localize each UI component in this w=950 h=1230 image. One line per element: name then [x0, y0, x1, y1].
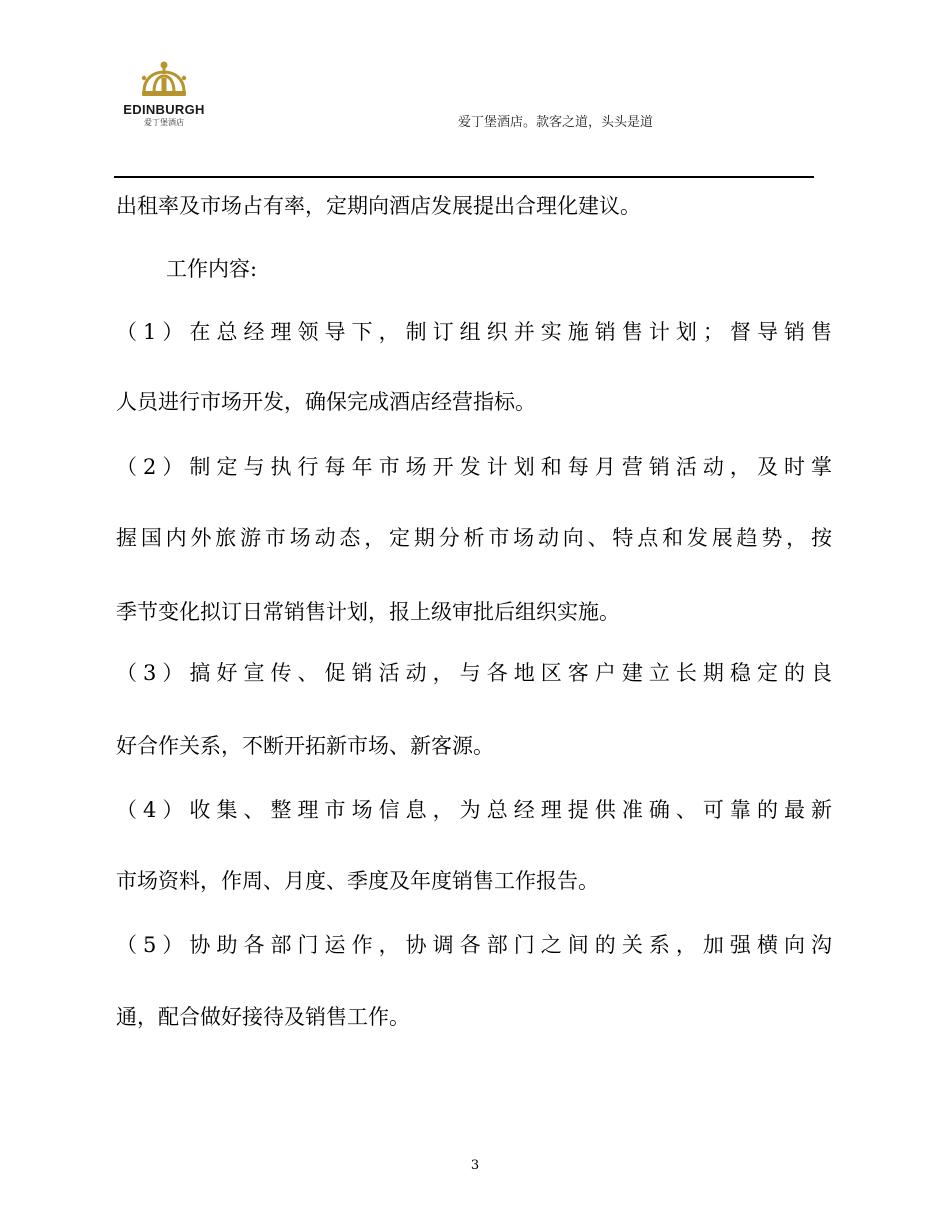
body-line-item-2c: 季节变化拟订日常销售计划，报上级审批后组织实施。 [116, 600, 620, 624]
body-line-item-5a: （5）协助各部门运作，协调各部门之间的关系，加强横向沟 [116, 933, 832, 957]
hotel-logo [114, 58, 214, 130]
header-slogan: 爱丁堡酒店。款客之道，头头是道 [458, 115, 654, 130]
logo-name: EDINBURGH [123, 102, 205, 117]
header-divider [114, 176, 814, 178]
page-number: 3 [470, 1158, 480, 1173]
body-line-item-4b: 市场资料，作周、月度、季度及年度销售工作报告。 [116, 869, 599, 893]
body-heading-work-content: 工作内容: [166, 257, 258, 281]
body-line-item-2a: （2）制定与执行每年市场开发计划和每月营销活动，及时掌 [116, 455, 832, 479]
body-line-1: 出租率及市场占有率，定期向酒店发展提出合理化建议。 [116, 194, 641, 218]
body-line-item-3a: （3）搞好宣传、促销活动，与各地区客户建立长期稳定的良 [116, 661, 832, 685]
body-line-item-1b: 人员进行市场开发，确保完成酒店经营指标。 [116, 390, 536, 414]
body-line-item-3b: 好合作关系，不断开拓新市场、新客源。 [116, 734, 494, 758]
body-line-item-2b: 握国内外旅游市场动态，定期分析市场动向、特点和发展趋势，按 [116, 526, 832, 550]
body-line-item-5b: 通，配合做好接待及销售工作。 [116, 1005, 410, 1029]
body-line-item-1a: （1）在总经理领导下，制订组织并实施销售计划；督导销售 [116, 320, 832, 344]
crown-icon [138, 58, 190, 100]
body-line-item-4a: （4）收集、整理市场信息，为总经理提供准确、可靠的最新 [116, 798, 832, 822]
logo-subtitle: 爱丁堡酒店 [144, 118, 184, 127]
